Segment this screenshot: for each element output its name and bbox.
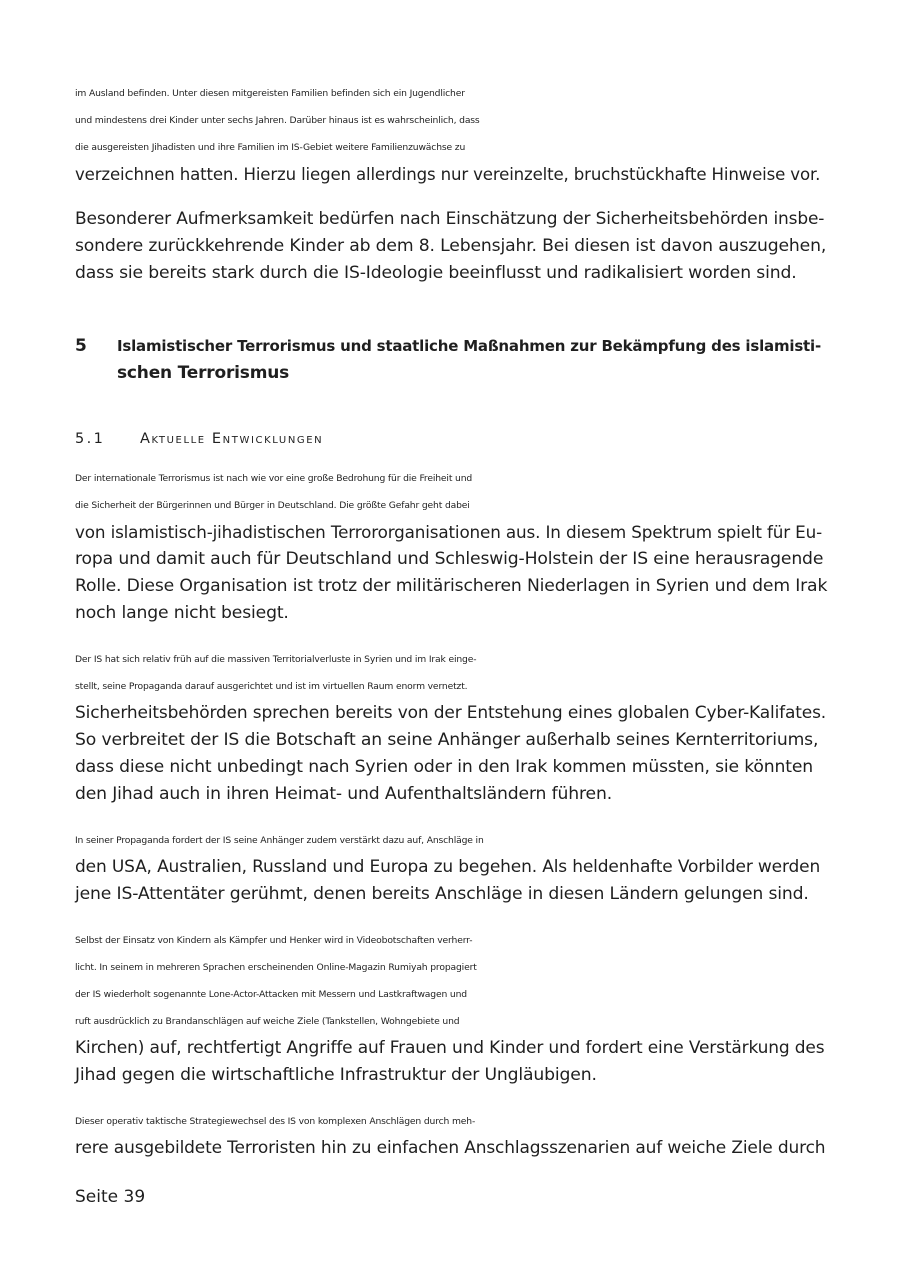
body-paragraph xyxy=(75,1108,825,1162)
text-line: von islamistisch-jihadistischen Terrororganisationen aus. In diesem Spektrum spielt für Eu- xyxy=(75,522,823,542)
text-line: den USA, Australien, Russland und Europa zu begehen. Als heldenhafte Vorbilder werden xyxy=(75,857,821,877)
text-line: licht. In seinem in mehreren Sprachen erscheinenden Online-Magazin Rumiyah propagiert xyxy=(75,962,477,973)
text-line: rere ausgebildete Terroristen hin zu einfachen Anschlagsszenarien auf weiche Ziele durch xyxy=(75,1138,826,1158)
text-line: stellt, seine Propaganda darauf ausgerichtet und ist im virtuellen Raum enorm vernetzt. xyxy=(75,681,468,692)
text-line: den Jihad auch in ihren Heimat- und Aufenthaltsländern führen. xyxy=(75,784,613,804)
text-line: Dieser operativ taktische Strategiewechsel des IS von komplexen Anschlägen durch meh- xyxy=(75,1116,476,1127)
text-line: Selbst der Einsatz von Kindern als Kämpfer und Henker wird in Videobotschaften verherr- xyxy=(75,935,473,946)
subsection-heading xyxy=(75,429,827,449)
text-line: Sicherheitsbehörden sprechen bereits von der Entstehung eines globalen Cyber-Kalifates. xyxy=(75,703,827,723)
section-title-line: schen Terrorismus xyxy=(117,363,290,383)
body-paragraph xyxy=(75,206,826,287)
section-number: 5 xyxy=(75,336,87,356)
section-heading xyxy=(75,333,827,387)
text-line: Besonderer Aufmerksamkeit bedürfen nach Einschätzung der Sicherheitsbehörden insbe- xyxy=(75,209,825,229)
body-paragraph xyxy=(75,827,820,908)
text-line: verzeichnen hatten. Hierzu liegen allerdings nur vereinzelte, bruchstückhafte Hinweise vor. xyxy=(75,165,821,184)
text-line: und mindestens drei Kinder unter sechs Jahren. Darüber hinaus ist es wahrscheinlich, dass xyxy=(75,115,480,126)
text-line: Der IS hat sich relativ früh auf die massiven Territorialverluste in Syrien und im Irak einge- xyxy=(75,654,477,665)
body-paragraph xyxy=(75,80,820,188)
text-line: Rolle. Diese Organisation ist trotz der militärischeren Niederlagen in Syrien und dem Irak xyxy=(75,576,828,596)
section-title-line: Islamistischer Terrorismus und staatliche Maßnahmen zur Bekämpfung des islamisti- xyxy=(117,337,821,355)
text-line: ropa und damit auch für Deutschland und Schleswig-Holstein der IS eine herausragende xyxy=(75,549,824,569)
text-line: der IS wiederholt sogenannte Lone-Actor-Attacken mit Messern und Lastkraftwagen und xyxy=(75,989,467,1000)
body-paragraph xyxy=(75,646,826,808)
section-title xyxy=(117,333,821,387)
text-line: In seiner Propaganda fordert der IS seine Anhänger zudem verstärkt dazu auf, Anschläge in xyxy=(75,835,484,846)
text-line: die Sicherheit der Bürgerinnen und Bürger in Deutschland. Die größte Gefahr geht dabei xyxy=(75,500,470,511)
text-line: noch lange nicht besiegt. xyxy=(75,603,289,623)
text-line: So verbreitet der IS die Botschaft an seine Anhänger außerhalb seines Kernterritoriums, xyxy=(75,730,819,750)
text-line: dass diese nicht unbedingt nach Syrien oder in den Irak kommen müssten, sie könnten xyxy=(75,757,814,777)
text-line: im Ausland befinden. Unter diesen mitgereisten Familien befinden sich ein Jugendlicher xyxy=(75,88,465,99)
text-line: Der internationale Terrorismus ist nach wie vor eine große Bedrohung für die Freiheit und xyxy=(75,473,473,484)
subsection-title: Aktuelle Entwicklungen xyxy=(140,431,324,447)
page-number: Seite 39 xyxy=(75,1187,146,1207)
body-paragraph xyxy=(75,927,824,1089)
body-paragraph xyxy=(75,465,827,627)
text-line: jene IS-Attentäter gerühmt, denen bereits Anschläge in diesen Ländern gelungen sind. xyxy=(75,884,809,904)
text-line: sondere zurückkehrende Kinder ab dem 8. Lebensjahr. Bei diesen ist davon auszugehen, xyxy=(75,236,827,256)
text-line: ruft ausdrücklich zu Brandanschlägen auf weiche Ziele (Tankstellen, Wohngebiete und xyxy=(75,1016,460,1027)
text-line: Kirchen) auf, rechtfertigt Angriffe auf Frauen und Kinder und fordert eine Verstärkung des xyxy=(75,1038,825,1058)
subsection-number: 5.1 xyxy=(75,431,106,447)
text-line: die ausgereisten Jihadisten und ihre Familien im IS-Gebiet weitere Familienzuwächse zu xyxy=(75,142,466,153)
text-line: dass sie bereits stark durch die IS-Ideologie beeinflusst und radikalisiert worden sind. xyxy=(75,263,797,283)
text-line: Jihad gegen die wirtschaftliche Infrastruktur der Ungläubigen. xyxy=(75,1065,597,1085)
